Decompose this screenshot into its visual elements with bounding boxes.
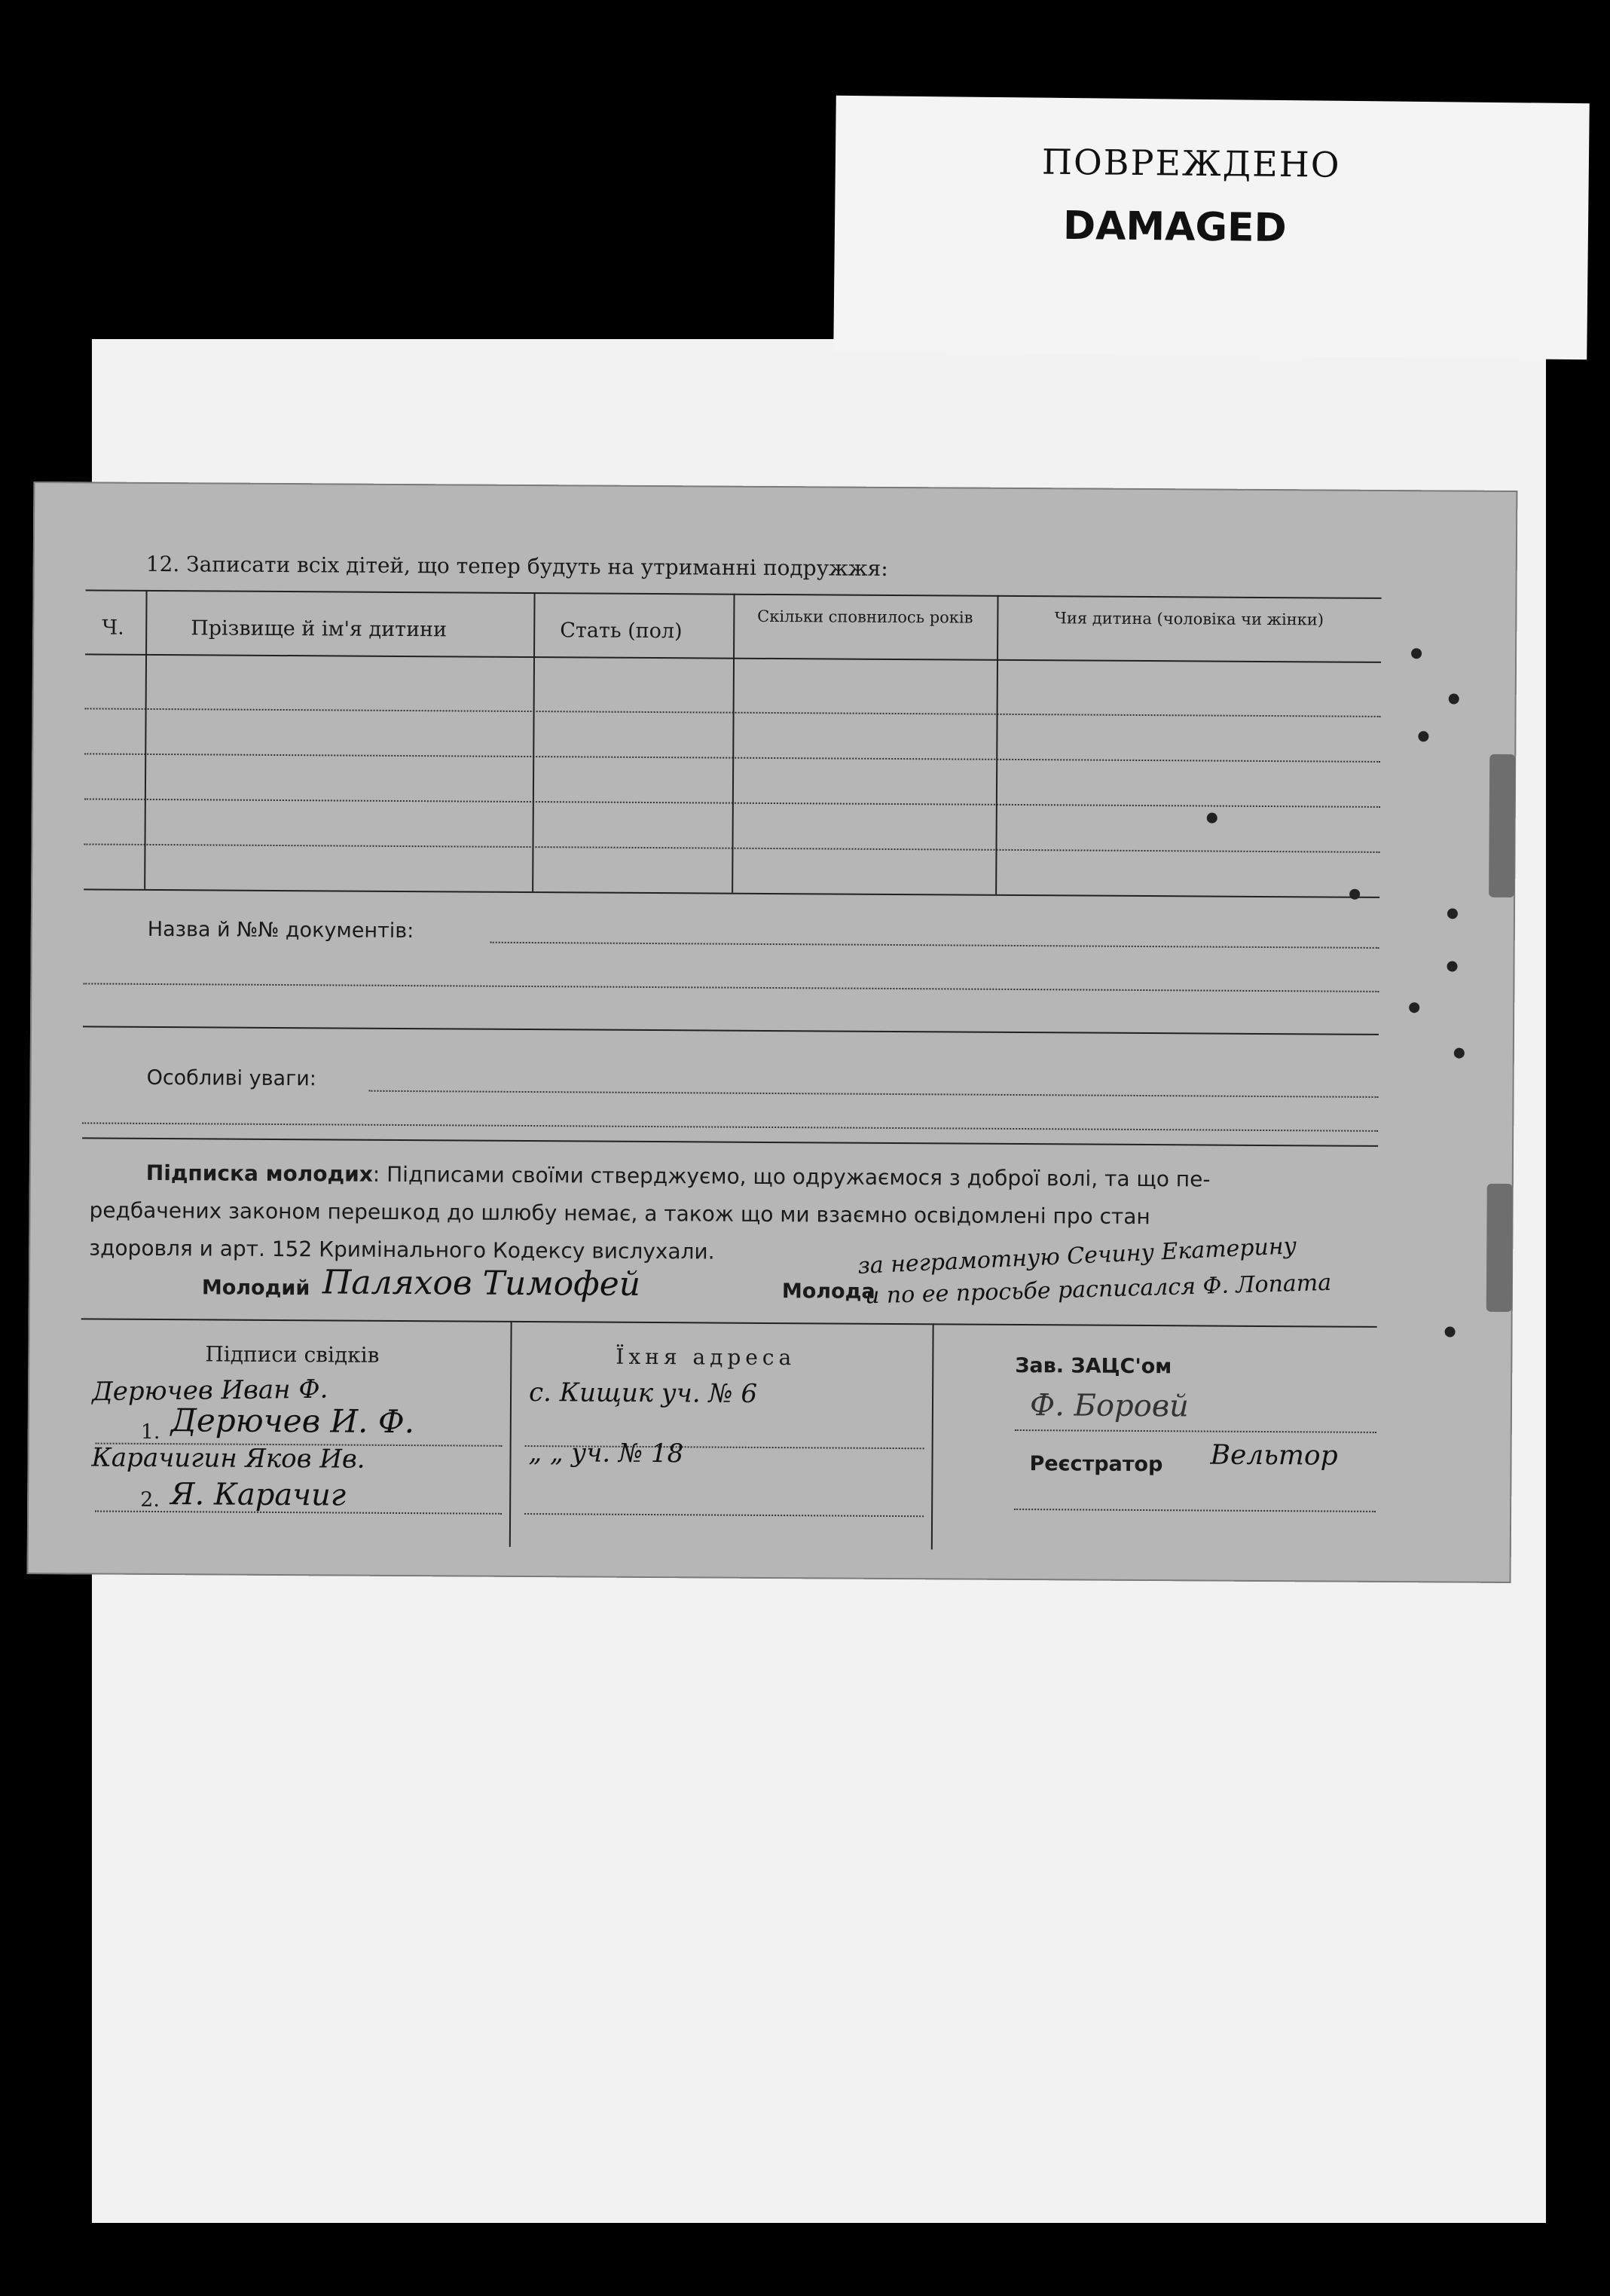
registrar-label: Реєстратор (1029, 1452, 1163, 1477)
col-header-sex: Стать (пол) (560, 619, 683, 644)
punch-hole (1447, 961, 1458, 971)
punch-hole (1449, 693, 1459, 704)
witness-line (95, 1511, 502, 1515)
witness-1-number: 1. (140, 1420, 160, 1445)
documents-line (490, 942, 1379, 949)
witness-signatures-header: Підписи свідків (205, 1341, 380, 1368)
groom-signature: Паляхов Тимофей (322, 1263, 641, 1304)
punch-hole (1409, 1002, 1419, 1013)
bride-note-line2: и по ее просьбе расписался Ф. Лопата (864, 1269, 1332, 1310)
punch-hole (1418, 731, 1428, 741)
witness-2-name-print: Карачигин Яков Ив. (91, 1442, 365, 1475)
torn-edge (1486, 1184, 1513, 1312)
punch-hole (1454, 1048, 1465, 1059)
documents-label: Назва й №№ документів: (147, 917, 414, 943)
section-divider (83, 1026, 1379, 1035)
notes-line (82, 1122, 1378, 1132)
declaration-line2: редбачених законом перешкод до шлюбу немає, а також що ми взаємно освідомлені про стан (89, 1197, 1150, 1230)
registrar-signature: Вельтор (1210, 1439, 1338, 1472)
witness-2-number: 2. (140, 1487, 160, 1512)
ink-blot (1207, 813, 1217, 824)
notes-label: Особливі уваги: (146, 1065, 317, 1091)
witness-col-divider (509, 1321, 512, 1547)
witness-2-signature: Я. Карачиг (170, 1477, 347, 1513)
damaged-stamp-ru: ПОВРЕЖДЕНО (1041, 141, 1341, 185)
declaration-text1: : Підписами своїми стверджуємо, що одружаємося з доброї волі, та що пе- (372, 1161, 1211, 1192)
children-heading: 12. Записати всіх дітей, що тепер будуть на утриманні подружжя: (145, 551, 888, 581)
col-header-whose: Чия дитина (чоловіка чи жінки) (1054, 609, 1324, 629)
torn-edge (1489, 754, 1515, 897)
col-header-number: Ч. (102, 616, 124, 640)
witness-col-divider (931, 1323, 934, 1549)
head-line (1015, 1429, 1376, 1433)
groom-label: Молодий (201, 1276, 310, 1301)
punch-hole (1445, 1326, 1456, 1337)
bride-note-line1: за неграмотную Сечину Екатерину (857, 1233, 1297, 1279)
section-divider (81, 1318, 1377, 1328)
witness-1-address: с. Кищик уч. № 6 (528, 1377, 758, 1409)
witness-1-name-print: Дерючев Иван Ф. (91, 1374, 328, 1408)
notes-line (369, 1090, 1379, 1098)
witness-address-header: Їхня адреса (616, 1344, 796, 1371)
witness-1-signature: Дерючев И. Ф. (170, 1402, 415, 1441)
bride-label: Молода (781, 1279, 875, 1304)
declaration-line1 (146, 1160, 1211, 1192)
declaration-lead: Підписка молодих (145, 1160, 373, 1187)
col-header-age: Скільки сповнилось років (757, 607, 973, 627)
registrar-line (1014, 1509, 1376, 1512)
witness-line (524, 1513, 924, 1517)
witness-2-address: „ „ уч. № 18 (528, 1438, 684, 1469)
head-label: Зав. ЗАЦС'ом (1015, 1353, 1172, 1379)
head-signature: Ф. Боровй (1029, 1388, 1189, 1424)
punch-hole (1447, 908, 1458, 919)
punch-hole (1349, 889, 1360, 900)
record-card (27, 482, 1518, 1583)
damaged-stamp (833, 96, 1590, 359)
damaged-stamp-en: DAMAGED (1062, 203, 1288, 252)
declaration-line3: здоровля и арт. 152 Кримінального Кодексу вислухали. (89, 1235, 715, 1264)
punch-hole (1411, 648, 1422, 659)
col-header-name: Прізвище й ім'я дитини (191, 616, 448, 642)
section-divider (82, 1137, 1378, 1147)
documents-line (83, 983, 1379, 992)
